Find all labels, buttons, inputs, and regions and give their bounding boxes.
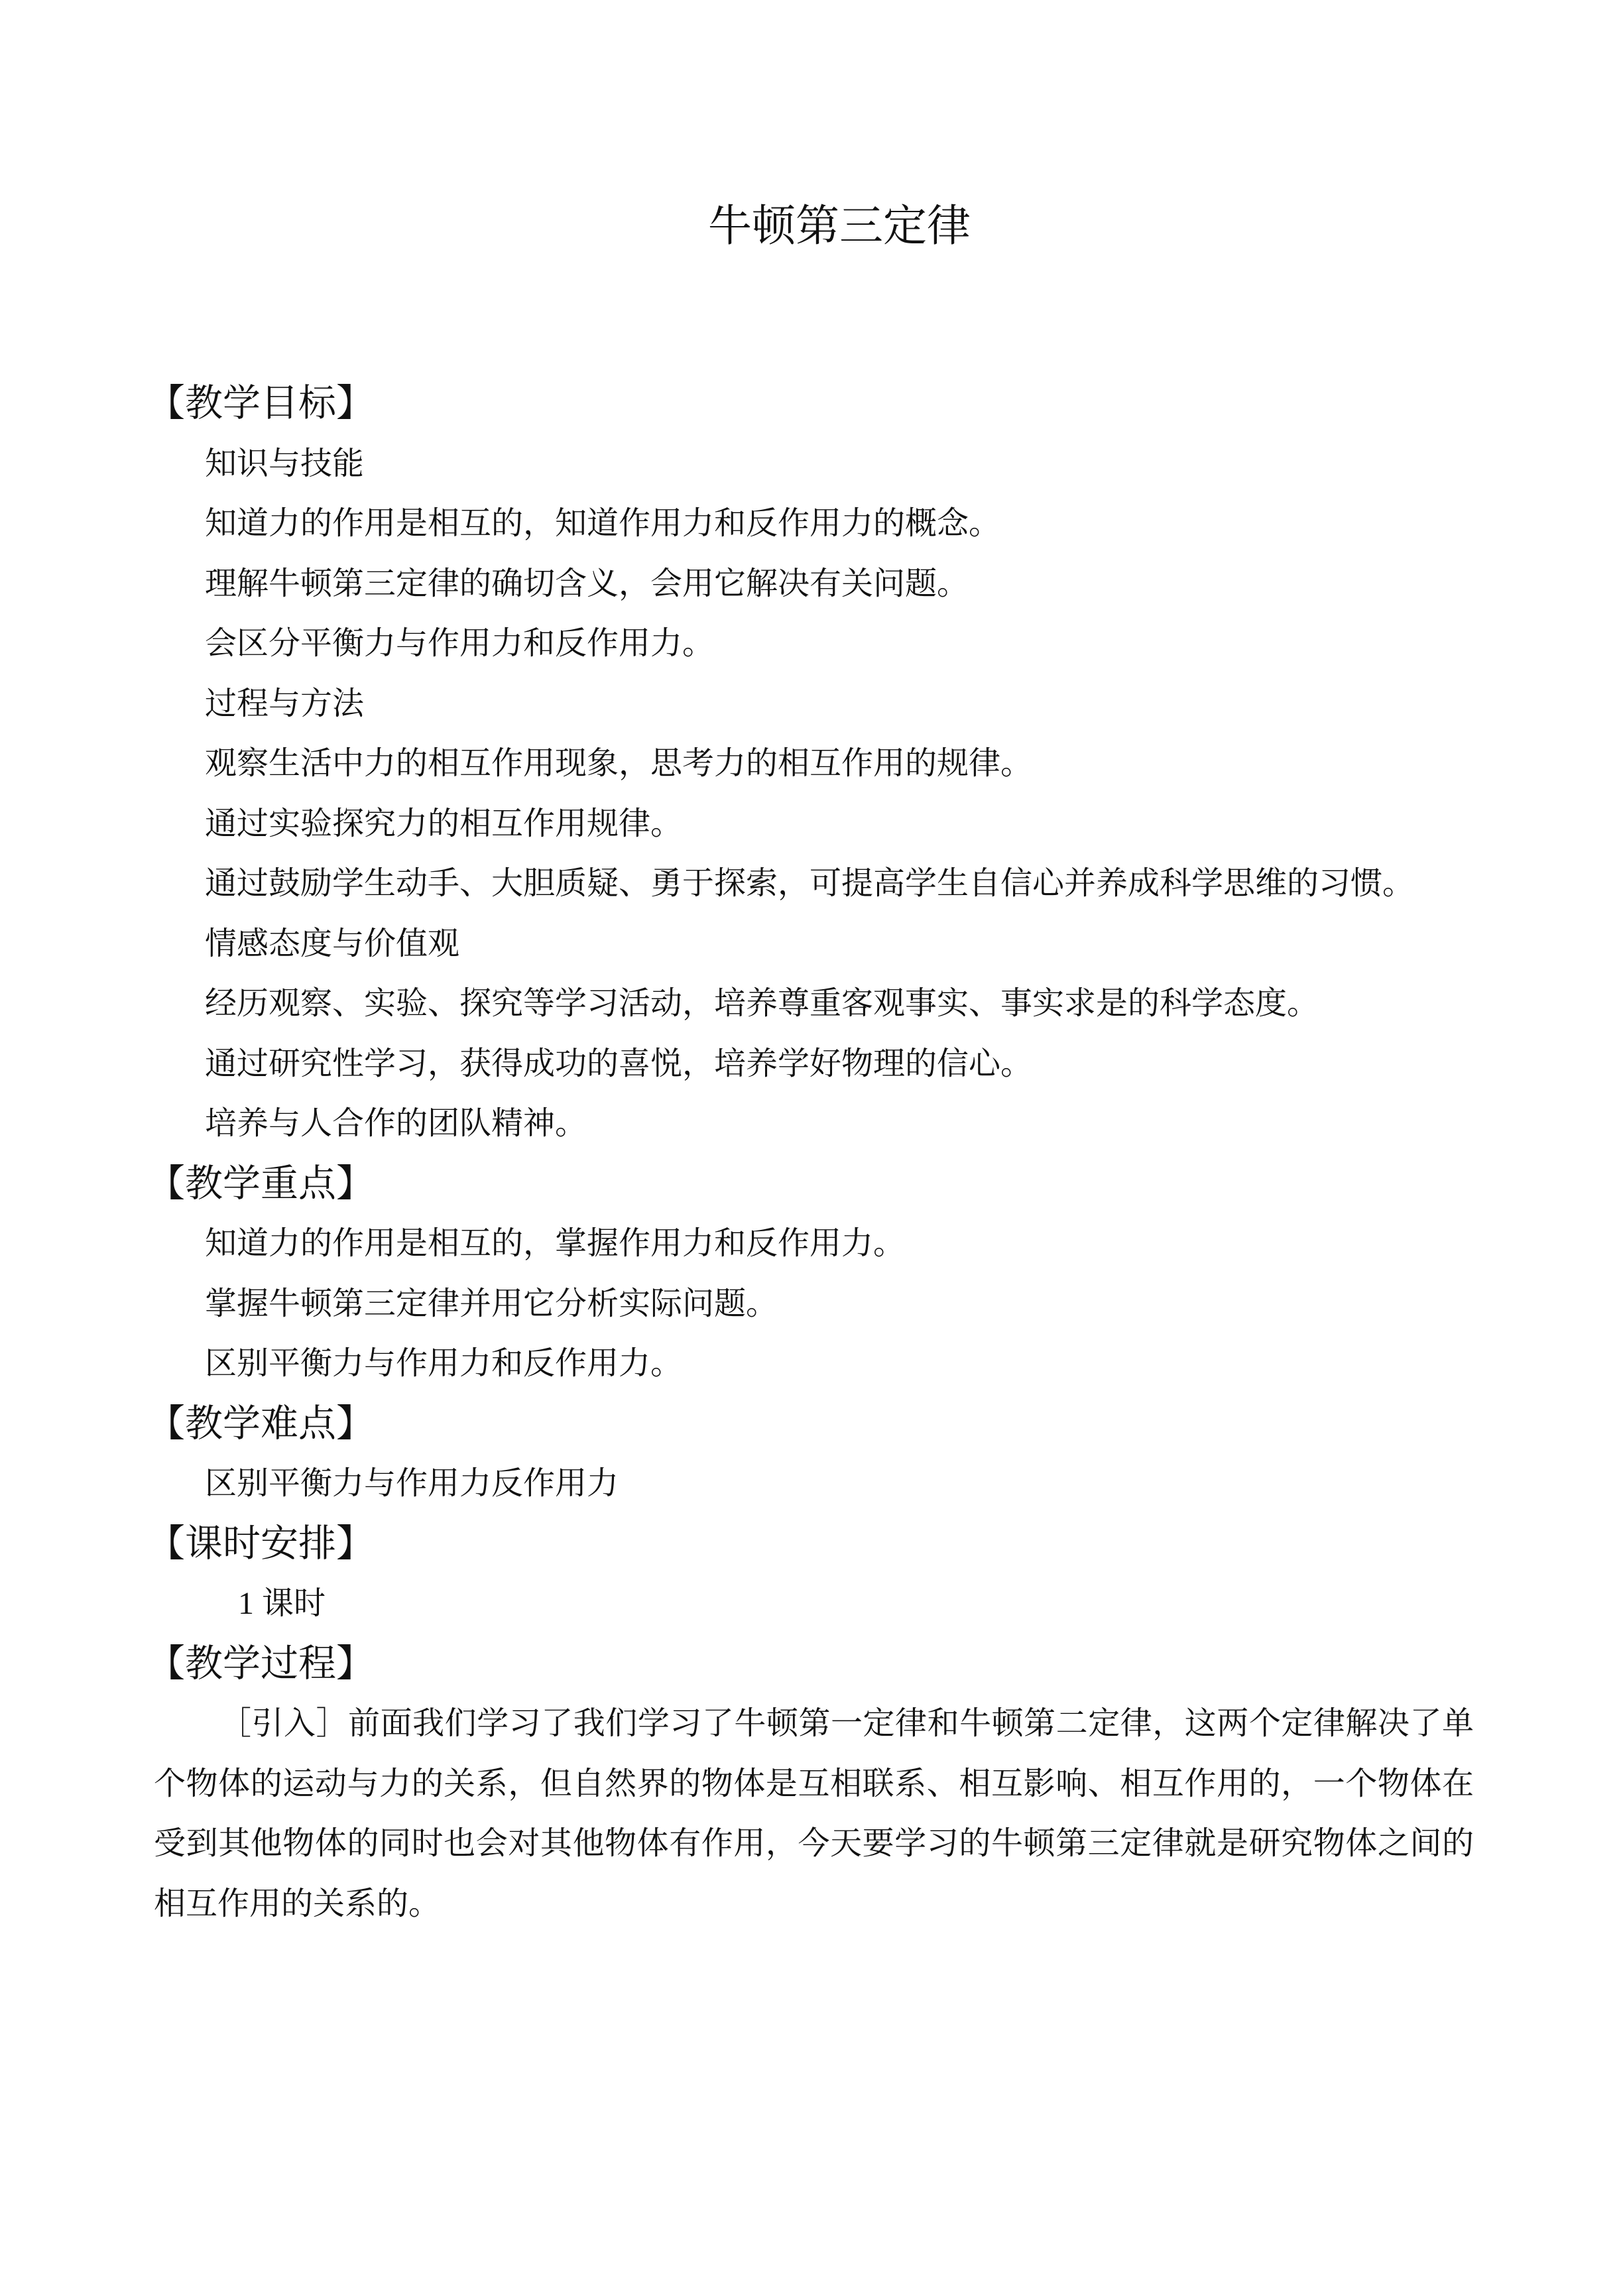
section-heading-teaching-objectives: 【教学目标】	[147, 383, 374, 424]
objective-item: 培养与人合作的团队精神。	[205, 1106, 587, 1141]
key-point-item: 掌握牛顿第三定律并用它分析实际问题。	[205, 1286, 778, 1321]
subheading-emotions-attitudes-values: 情感态度与价值观	[205, 926, 460, 961]
objective-item: 通过实验探究力的相互作用规律。	[205, 806, 683, 841]
section-heading-teaching-process: 【教学过程】	[147, 1642, 374, 1685]
subheading-knowledge-and-skills: 知识与技能	[205, 446, 365, 481]
objective-item: 通过研究性学习，获得成功的喜悦，培养学好物理的信心。	[205, 1046, 1033, 1081]
objective-item: 理解牛顿第三定律的确切含义，会用它解决有关问题。	[205, 566, 969, 601]
objective-item: 经历观察、实验、探究等学习活动，培养尊重客观事实、事实求是的科学态度。	[205, 986, 1319, 1021]
key-point-item: 区别平衡力与作用力和反作用力。	[205, 1346, 683, 1381]
objective-item: 通过鼓励学生动手、大胆质疑、勇于探索，可提高学生自信心并养成科学思维的习惯。	[205, 866, 1415, 901]
section-heading-key-points: 【教学重点】	[147, 1162, 374, 1205]
class-hours-item: 1 课时	[238, 1586, 326, 1621]
document-body	[0, 374, 1623, 1934]
objective-item: 观察生活中力的相互作用现象，思考力的相互作用的规律。	[205, 746, 1033, 781]
process-paragraph-line: ［引入］前面我们学习了我们学习了牛顿第一定律和牛顿第二定律，这两个定律解决了单	[219, 1706, 1474, 1741]
process-paragraph-line: 相互作用的关系的。	[154, 1886, 441, 1921]
objective-item: 知道力的作用是相互的，知道作用力和反作用力的概念。	[205, 506, 1001, 541]
key-point-item: 知道力的作用是相互的，掌握作用力和反作用力。	[205, 1226, 906, 1261]
process-paragraph	[0, 1694, 1623, 1934]
document-title: 牛顿第三定律	[708, 202, 971, 251]
subheading-process-and-methods: 过程与方法	[205, 686, 365, 721]
objective-item: 会区分平衡力与作用力和反作用力。	[205, 626, 715, 661]
process-paragraph-line: 受到其他物体的同时也会对其他物体有作用，今天要学习的牛顿第三定律就是研究物体之间的	[154, 1826, 1474, 1861]
section-heading-difficulties: 【教学难点】	[147, 1402, 374, 1445]
difficulty-item: 区别平衡力与作用力反作用力	[205, 1466, 619, 1501]
process-paragraph-line: 个物体的运动与力的关系，但自然界的物体是互相联系、相互影响、相互作用的，一个物体在	[154, 1766, 1474, 1801]
section-heading-schedule: 【课时安排】	[147, 1522, 374, 1565]
